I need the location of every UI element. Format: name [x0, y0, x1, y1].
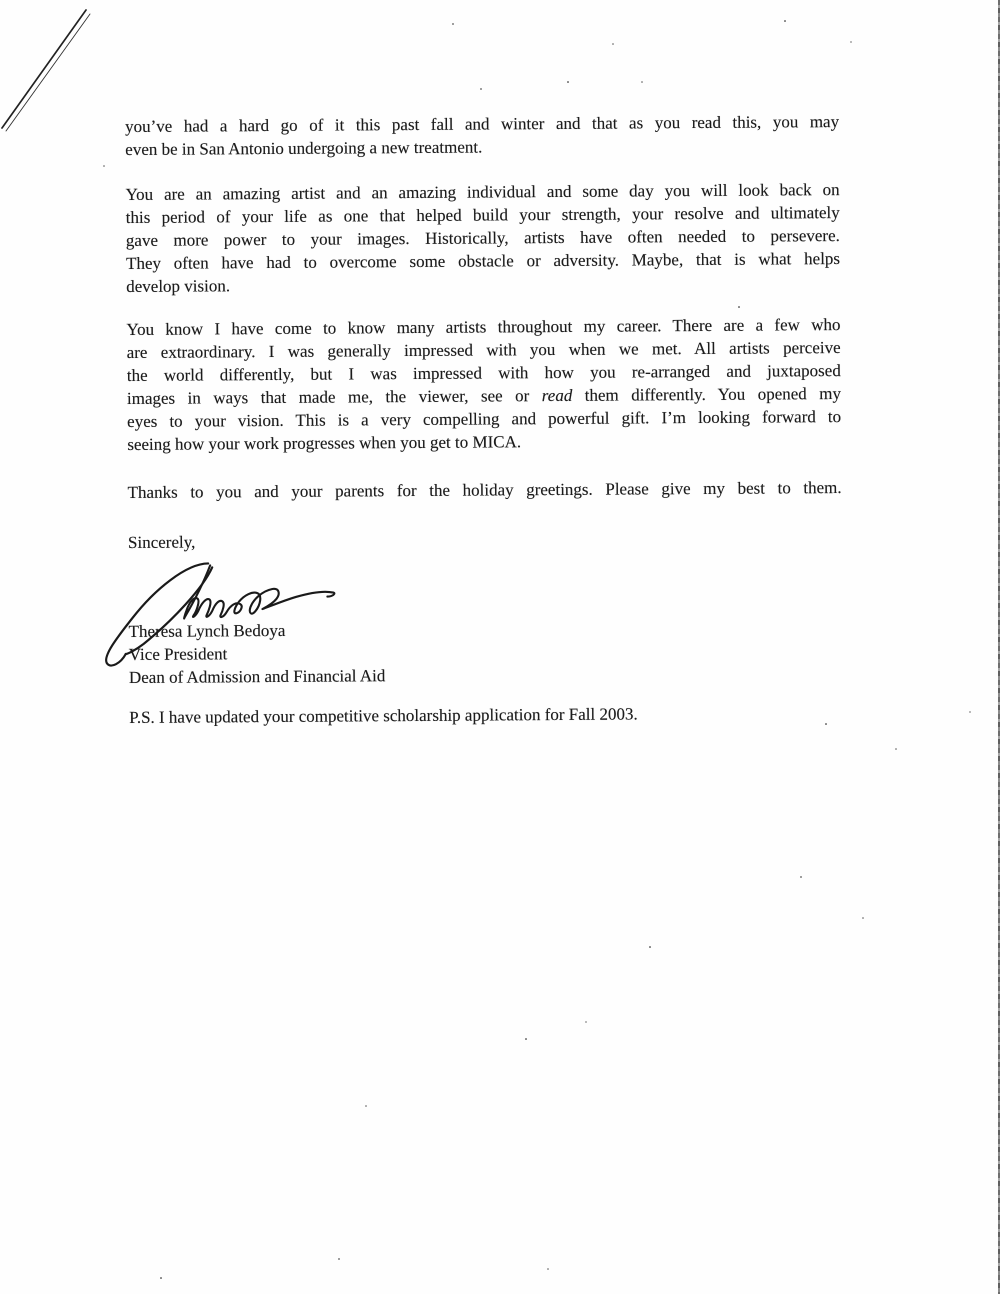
- scan-speck: [895, 748, 897, 750]
- italic-word: read: [541, 385, 573, 406]
- paragraph-4: [128, 476, 842, 504]
- text-line: Thanks to you and your parents for the holiday greetings. Please give my best to them.: [127, 478, 842, 502]
- paragraph-3: [126, 313, 841, 456]
- text-line: this period of your life as one that helped build your strength, your resolve and ultimately: [125, 203, 840, 227]
- paragraph-2: [125, 178, 840, 298]
- text-line: develop vision.: [126, 276, 231, 296]
- text-line: They often have had to overcome some obstacle or adversity. Maybe, that is what helps: [125, 249, 841, 273]
- scan-speck: [862, 917, 864, 919]
- text-line: eyes to your vision. This is a very compelling and powerful gift. I’m looking forward to: [127, 407, 842, 431]
- text-segment: images in ways that made me, the viewer, see or: [126, 386, 542, 408]
- scan-speck: [850, 41, 852, 43]
- text-line: even be in San Antonio undergoing a new treatment.: [125, 137, 483, 159]
- text-line: the world differently, but I was impressed with how you re-arranged and juxtaposed: [126, 361, 841, 385]
- closing-salutation: [128, 526, 842, 554]
- text-line: you’ve had a hard go of it this past fall and winter and that as you read this, you may: [125, 112, 840, 136]
- scan-speck: [103, 165, 105, 167]
- letter-body: [124, 0, 847, 1294]
- text-line: are extraordinary. I was generally impressed with you when we met. All artists perceive: [126, 338, 841, 362]
- text-line: You know I have come to know many artists throughout my career. There are a few who: [126, 315, 841, 339]
- signer-title-1: Vice President: [128, 644, 228, 664]
- text-segment: them differently. You opened my: [572, 384, 842, 405]
- signer-name: Theresa Lynch Bedoya: [128, 620, 286, 641]
- scan-speck: [969, 711, 971, 713]
- text-line: You are an amazing artist and an amazing individual and some day you will look back on: [125, 180, 840, 204]
- paragraph-1: [125, 110, 839, 161]
- signature-block: [129, 615, 843, 689]
- signer-title-2: Dean of Admission and Financial Aid: [128, 666, 386, 687]
- corner-pen-stroke: [0, 0, 110, 145]
- text-line: seeing how your work progresses when you get to MICA.: [127, 432, 522, 454]
- text-line: gave more power to your images. Historically, artists have often needed to persevere.: [125, 226, 840, 250]
- text-line: P.S. I have updated your competitive scholarship application for Fall 2003.: [129, 704, 638, 727]
- text-line: Sincerely,: [127, 532, 196, 552]
- postscript: [129, 701, 843, 729]
